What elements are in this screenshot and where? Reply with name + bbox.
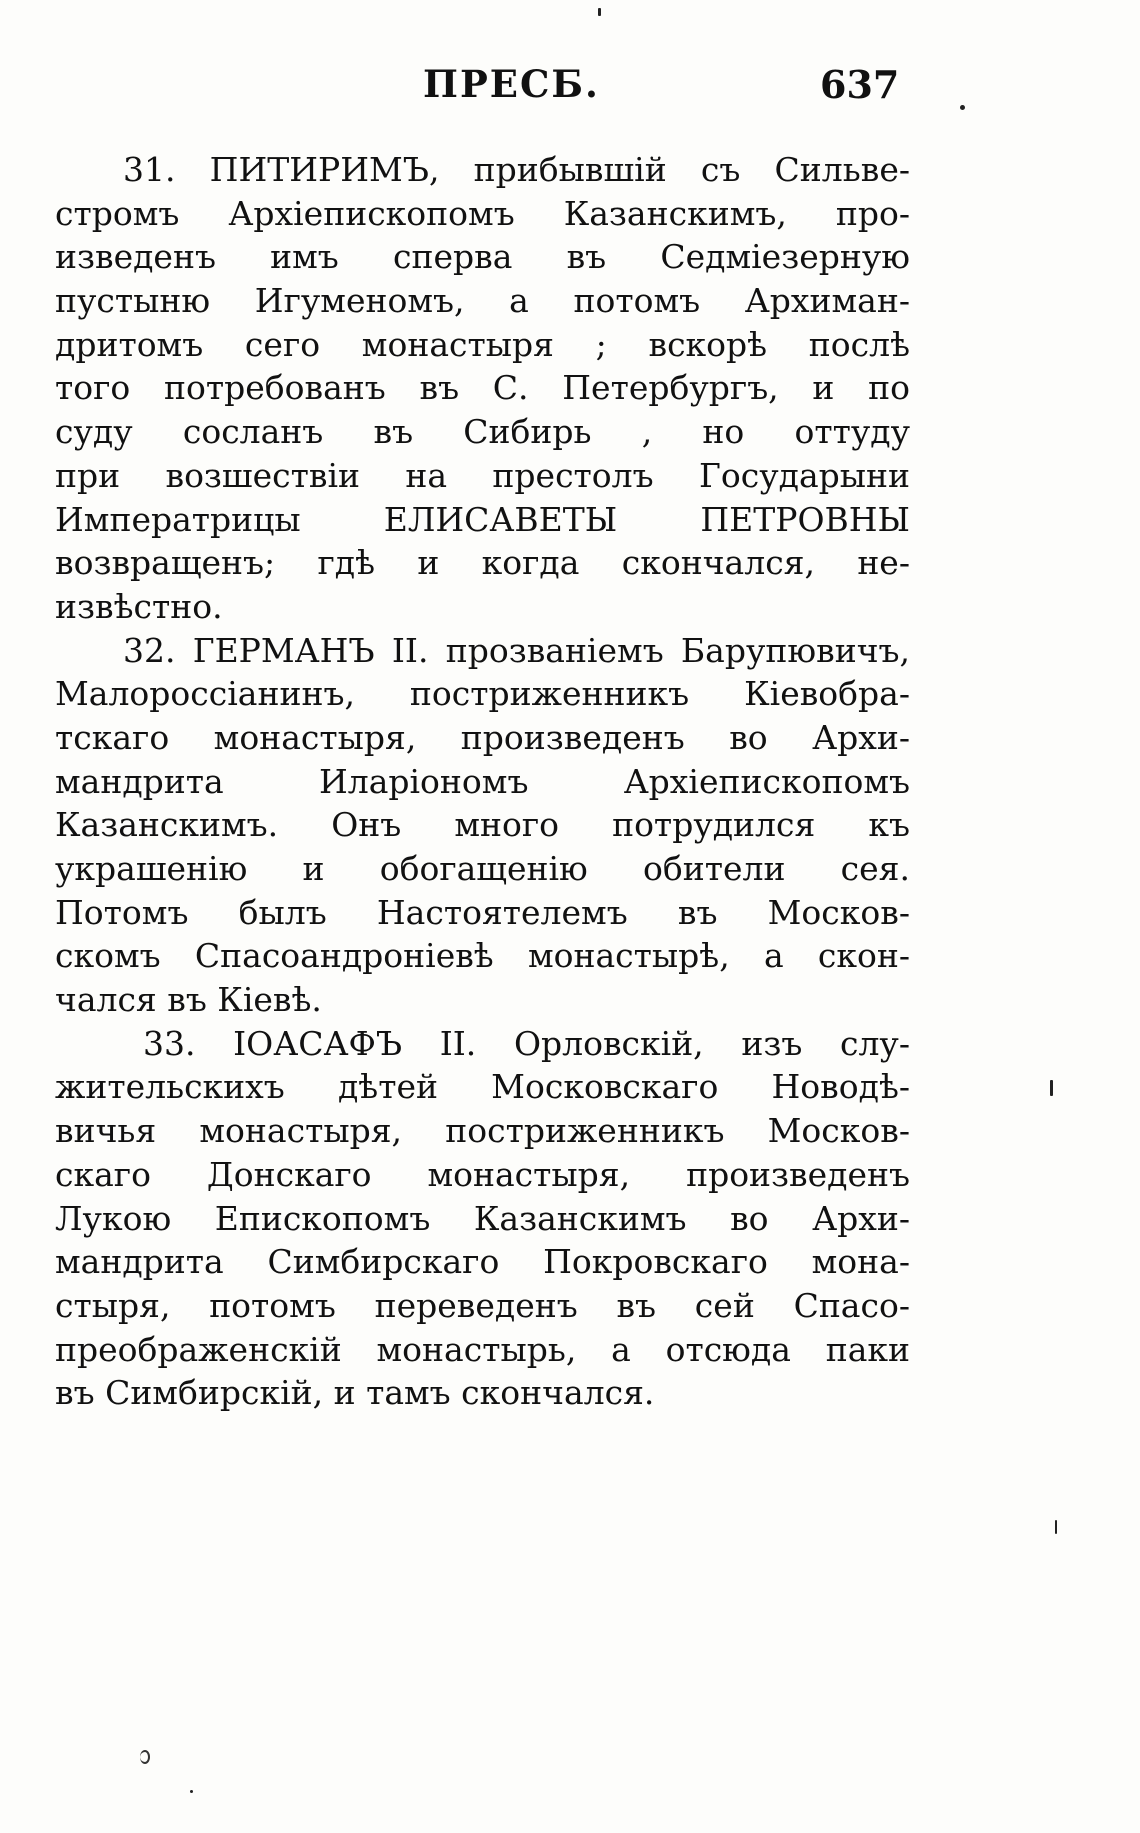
text-line: извѣстно.	[55, 586, 223, 626]
text-line: дритомъ сего монастыря ; вскорѣ послѣ	[55, 324, 910, 364]
page-number: 637	[820, 62, 900, 107]
text-line: въ Симбирскій, и тамъ скончался.	[55, 1373, 655, 1413]
running-head: ПРЕСБ.	[423, 62, 600, 106]
text-line: возвращенъ; гдѣ и когда скончался, не-	[55, 543, 910, 583]
text-line: скаго Донскаго монастыря, произведенъ	[55, 1154, 910, 1194]
text-line: 32. ГЕРМАНЪ II. прозваніемъ Барупювичъ,	[123, 630, 910, 670]
scan-speck	[598, 8, 601, 16]
text-line: жительскихъ дѣтей Московскаго Новодѣ-	[55, 1067, 910, 1107]
text-line: суду сосланъ въ Сибирь , но оттуду	[55, 412, 910, 452]
text-line: тскаго монастыря, произведенъ во Архи-	[55, 717, 910, 757]
text-line: при возшествіи на престолъ Государыни	[55, 455, 910, 495]
text-line: 33. ІОАСАФЪ II. Орловскій, изъ слу-	[143, 1023, 910, 1063]
scan-speck	[1050, 1080, 1053, 1096]
text-line: вичья монастыря, постриженникъ Москов-	[55, 1111, 910, 1151]
text-line: Императрицы ЕЛИСАВЕТЫ ПЕТРОВНЫ	[55, 499, 910, 539]
text-line: пустыню Игуменомъ, а потомъ Архиман-	[55, 281, 910, 321]
text-line: чался въ Кіевѣ.	[55, 980, 322, 1020]
scan-speck	[140, 1750, 150, 1764]
scan-speck	[190, 1790, 193, 1793]
text-line: 31. ПИТИРИМЪ, прибывшій съ Сильве-	[123, 150, 910, 189]
text-line: изведенъ имъ сперва въ Седміезерную	[55, 237, 910, 277]
scan-speck	[960, 105, 965, 110]
text-line: украшенію и обогащенію обители сея.	[55, 849, 910, 888]
scan-speck	[1055, 1520, 1057, 1534]
body-text	[55, 148, 910, 1415]
text-line: стромъ Архіепископомъ Казанскимъ, про-	[55, 193, 910, 233]
text-line: того потребованъ въ С. Петербургъ, и по	[55, 368, 910, 408]
text-line: мандрита Иларіономъ Архіепископомъ	[55, 761, 910, 801]
text-line: Малороссіанинъ, постриженникъ Кіевобра-	[55, 674, 910, 714]
text-line: преображенскій монастырь, а отсюда паки	[55, 1329, 910, 1369]
text-line: стыря, потомъ переведенъ въ сей Спасо-	[55, 1285, 910, 1325]
text-line: мандрита Симбирскаго Покровскаго мона-	[55, 1242, 910, 1282]
text-line: Лукою Епископомъ Казанскимъ во Архи-	[55, 1198, 910, 1238]
text-line: Казанскимъ. Онъ много потрудился къ	[55, 805, 910, 845]
text-line: Потомъ былъ Настоятелемъ въ Москов-	[55, 892, 910, 932]
text-line: скомъ Спасоандроніевѣ монастырѣ, а скон-	[55, 936, 910, 976]
